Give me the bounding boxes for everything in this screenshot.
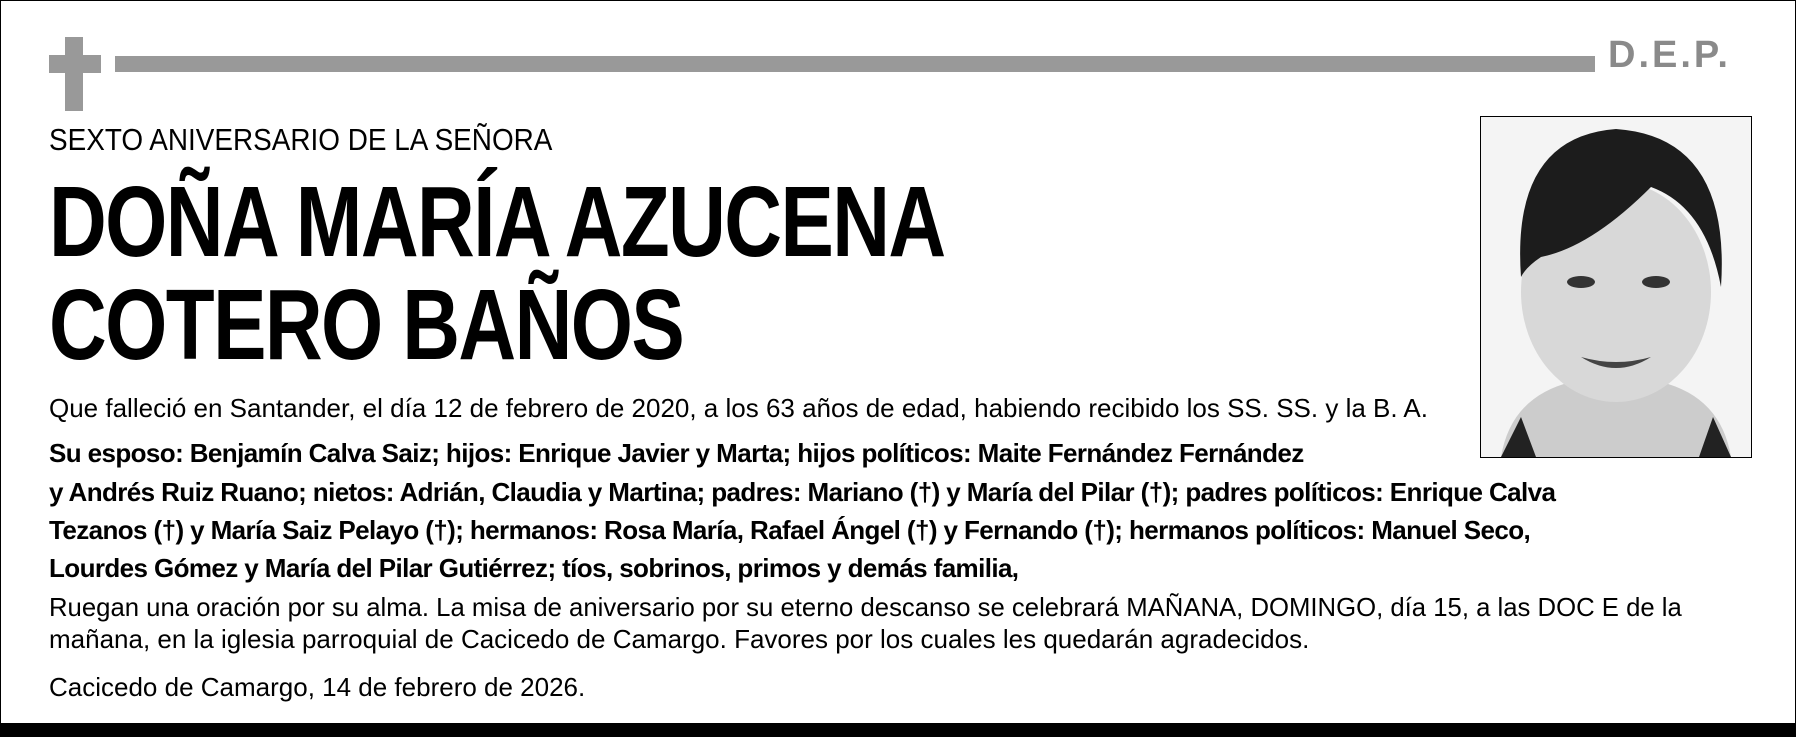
portrait-photo xyxy=(1480,116,1752,458)
dep-badge: D.E.P. xyxy=(1608,34,1731,76)
place-date: Cacicedo de Camargo, 14 de febrero de 2026. xyxy=(49,672,586,702)
family-line: Lourdes Gómez y María del Pilar Gutiérrez; tíos, sobrinos, primos y demás familia, xyxy=(49,553,1019,583)
request-line: mañana, en la iglesia parroquial de Cacicedo de Camargo. Favores por los cuales les quedarán agradecidos. xyxy=(49,624,1310,654)
family-line: Tezanos (†) y María Saiz Pelayo (†); hermanos: Rosa María, Rafael Ángel (†) y Fernando (†); hermanos políticos: Manuel Seco, xyxy=(49,515,1531,545)
deceased-name-line1: DOÑA MARÍA AZUCENA xyxy=(49,166,945,278)
bottom-rule xyxy=(0,723,1796,737)
subtitle: SEXTO ANIVERSARIO DE LA SEÑORA xyxy=(49,122,553,157)
header-rule xyxy=(115,56,1595,72)
deceased-name-line2: COTERO BAÑOS xyxy=(49,269,684,381)
family-line: Su esposo: Benjamín Calva Saiz; hijos: Enrique Javier y Marta; hijos políticos: Maite Fernández Fernández xyxy=(49,438,1304,468)
family-line: y Andrés Ruiz Ruano; nietos: Adrián, Claudia y Martina; padres: Mariano (†) y María del Pilar (†); padres políticos: Enrique Calva xyxy=(49,477,1556,507)
request-line: Ruegan una oración por su alma. La misa de aniversario por su eterno descanso se celebrará MAÑANA, DOMINGO, día 15, a las DOC E de la xyxy=(49,592,1682,622)
death-notice: Que falleció en Santander, el día 12 de febrero de 2020, a los 63 años de edad, habiendo recibido los SS. SS. y la B. A. xyxy=(49,393,1428,423)
